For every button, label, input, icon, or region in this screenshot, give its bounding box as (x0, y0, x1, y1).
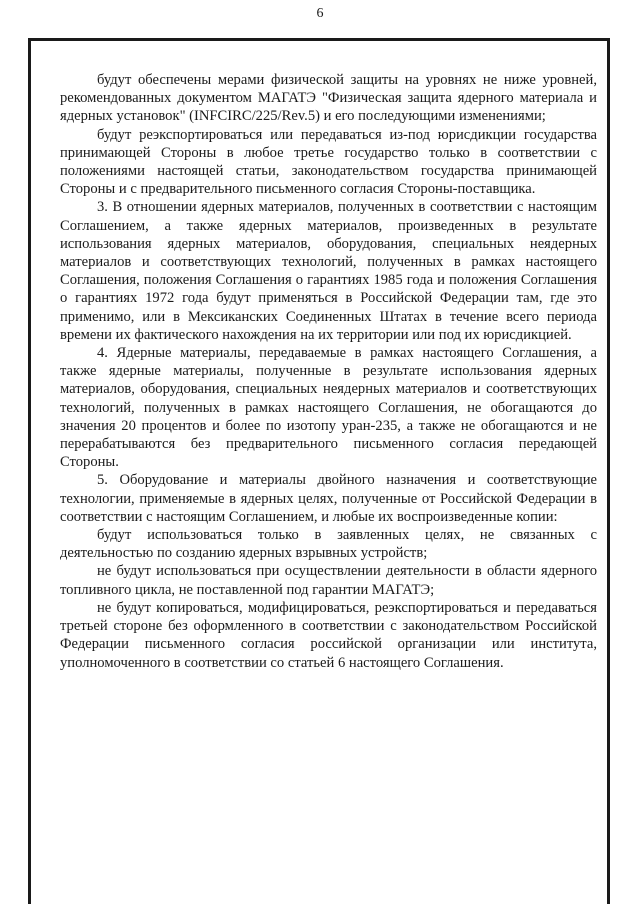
paragraph-fuel-cycle: не будут использоваться при осуществлении деятельности в области ядерного топливного цикла, не поставленной под гарантии МАГАТЭ; (60, 563, 597, 598)
page-number: 6 (316, 6, 324, 21)
document-body (60, 71, 597, 672)
paragraph-no-copying: не будут копироваться, модифицироваться, реэкспортироваться и передаваться третьей стороне без оформленного в соответствии с законодательством Российской Федерации письменного согласия российской организации или института, уполномоченного в соответствии со статьей 6 настоящего Соглашения. (60, 599, 597, 671)
paragraph-declared-purposes: будут использоваться только в заявленных целях, не связанных с деятельностью по созданию ядерных взрывных устройств; (60, 527, 597, 562)
paragraph-reexport: будут реэкспортироваться или передаваться из-под юрисдикции государства принимающей Стороны в любое третье государство только в соответствии с положениями настоящей статьи, законодательством государства принимающей Стороны и с предварительного письменного согласия Стороны-поставщика. (60, 126, 597, 198)
paragraph-physical-protection: будут обеспечены мерами физической защиты на уровнях не ниже уровней, рекомендованных документом МАГАТЭ "Физическая защита ядерного материала и ядерных установок" (INFCIRC/225/Rev.5) и его последующими изменениями; (60, 72, 597, 125)
paragraph-item-5-dual-use: 5. Оборудование и материалы двойного назначения и соответствующие технологии, применяемые в ядерных целях, полученные от Российской Федерации в соответствии с настоящим Соглашением, и любые их воспроизведенные копии: (60, 472, 597, 525)
paragraph-item-4-enrichment: 4. Ядерные материалы, передаваемые в рамках настоящего Соглашения, а также ядерные материалы, полученные в результате использования ядерных материалов, оборудования, специальных неядерных материалов и соответствующих технологий, полученных в рамках настоящего Соглашения, не обогащаются до значения 20 процентов и более по изотопу уран-235, а также не обогащаются и не перерабатываются без предварительного письменного согласия передающей Стороны. (60, 345, 597, 471)
paragraph-item-3-safeguards: 3. В отношении ядерных материалов, полученных в соответствии с настоящим Соглашением, а также ядерных материалов, произведенных в результате использования ядерных материалов, оборудования, специальных неядерных материалов и соответствующих технологий, полученных в рамках настоящего Соглашения, положения Соглашения о гарантиях 1985 года и положения Соглашения о гарантиях 1972 года будут применяться в Российской Федерации там, где это применимо, или в Мексиканских Соединенных Штатах в течение всего периода времени их фактического нахождения на их территории или под их юрисдикцией. (60, 199, 597, 343)
